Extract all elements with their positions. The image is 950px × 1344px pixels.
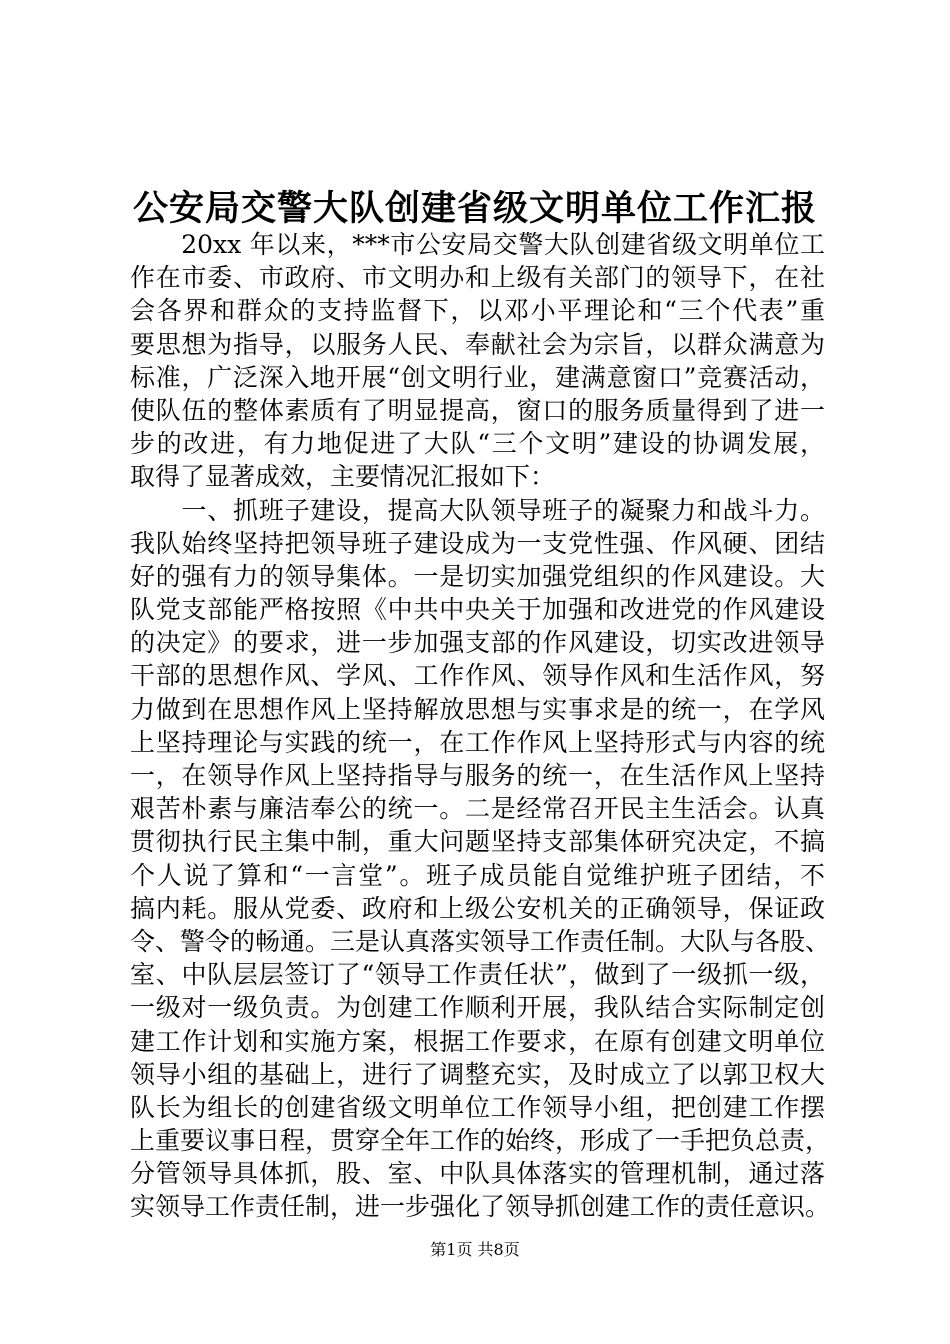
- body-line: 贯彻执行民主集中制，重大问题坚持支部集体研究决定，不搞: [130, 827, 825, 857]
- body-line: 一，在领导作风上坚持指导与服务的统一，在生活作风上坚持: [130, 761, 825, 790]
- body-line: 作在市委、市政府、市文明办和上级有关部门的领导下，在社: [130, 263, 825, 293]
- body-line: 一、抓班子建设，提高大队领导班子的凝聚力和战斗力。: [130, 495, 825, 525]
- body-line: 要思想为指导，以服务人民、奉献社会为宗旨，以群众满意为: [130, 329, 825, 359]
- body-line: 建工作计划和实施方案，根据工作要求，在原有创建文明单位: [130, 1026, 825, 1056]
- document-body: [130, 228, 831, 1224]
- body-line: 上重要议事日程，贯穿全年工作的始终，形成了一手把负总责，: [130, 1126, 831, 1156]
- body-line: 领导小组的基础上，进行了调整充实，及时成立了以郭卫权大: [130, 1059, 825, 1089]
- body-line: 好的强有力的领导集体。一是切实加强党组织的作风建设。大: [130, 561, 825, 591]
- body-line: 艰苦朴素与廉洁奉公的统一。二是经常召开民主生活会。认真: [130, 794, 825, 824]
- body-line: 搞内耗。服从党委、政府和上级公安机关的正确领导，保证政: [130, 893, 825, 923]
- body-line: 取得了显著成效，主要情况汇报如下：: [130, 462, 556, 492]
- body-line: 步的改进，有力地促进了大队“三个文明”建设的协调发展，: [130, 429, 825, 459]
- body-line: 标准，广泛深入地开展“创文明行业，建满意窗口”竞赛活动，: [130, 362, 825, 392]
- body-line: 上坚持理论与实践的统一，在工作作风上坚持形式与内容的统: [130, 727, 825, 757]
- page-number-footer: 第1页 共8页: [430, 1240, 520, 1259]
- body-line: 个人说了算和“一言堂”。班子成员能自觉维护班子团结，不: [130, 860, 825, 890]
- body-line: 的决定》的要求，进一步加强支部的作风建设，切实改进领导: [130, 628, 825, 658]
- document-title: 公安局交警大队创建省级文明单位工作汇报: [132, 188, 817, 229]
- body-line: 一级对一级负责。为创建工作顺利开展，我队结合实际制定创: [130, 993, 825, 1023]
- body-line: 令、警令的畅通。三是认真落实领导工作责任制。大队与各股、: [130, 926, 831, 956]
- body-line: 室、中队层层签订了“领导工作责任状”，做到了一级抓一级，: [130, 960, 825, 990]
- body-line: 会各界和群众的支持监督下，以邓小平理论和“三个代表”重: [130, 296, 825, 326]
- body-line: 队长为组长的创建省级文明单位工作领导小组，把创建工作摆: [130, 1092, 825, 1122]
- body-line: 力做到在思想作风上坚持解放思想与实事求是的统一，在学风: [130, 694, 825, 724]
- body-line: 队党支部能严格按照《中共中央关于加强和改进党的作风建设: [130, 595, 825, 625]
- body-line: 实领导工作责任制，进一步强化了领导抓创建工作的责任意识。: [130, 1192, 831, 1222]
- body-line: 使队伍的整体素质有了明显提高，窗口的服务质量得到了进一: [130, 395, 825, 425]
- body-line: 分管领导具体抓，股、室、中队具体落实的管理机制，通过落: [130, 1159, 825, 1189]
- body-line: 20xx 年以来，***市公安局交警大队创建省级文明单位工: [130, 230, 825, 259]
- body-line: 干部的思想作风、学风、工作作风、领导作风和生活作风，努: [130, 661, 825, 691]
- body-line: 我队始终坚持把领导班子建设成为一支党性强、作风硬、团结: [130, 528, 825, 558]
